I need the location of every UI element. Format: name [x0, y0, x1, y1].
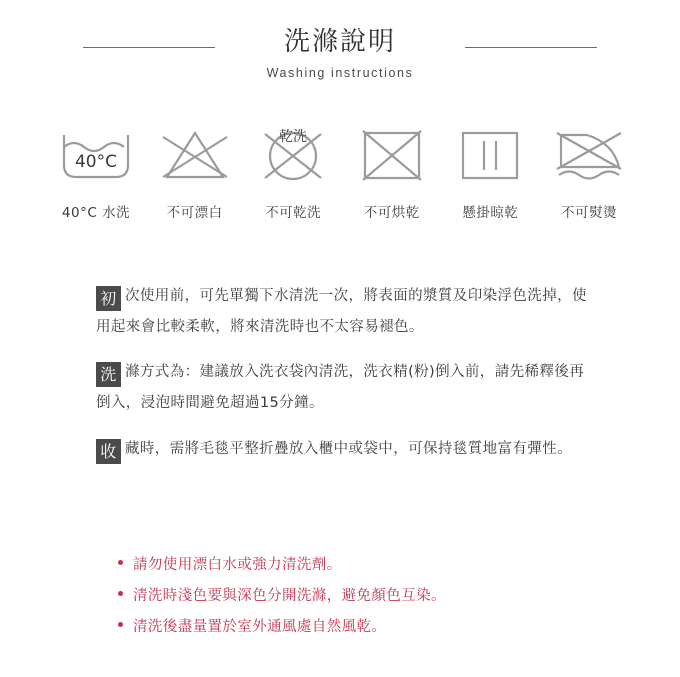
- do-not-dry-clean-icon: [247, 120, 339, 194]
- dry-clean-label: 乾洗: [279, 129, 308, 145]
- do-not-tumble-dry-icon: [346, 120, 438, 194]
- paragraph-text: 滌方式為：建議放入洗衣袋內清洗，洗衣精(粉)倒入前，請先稀釋後再倒入，浸泡時間避免超過15分鐘。: [96, 364, 585, 411]
- header-titles: [215, 26, 465, 80]
- care-symbol-caption: 不可熨燙: [560, 205, 617, 221]
- page-title: 洗滌說明: [283, 27, 396, 57]
- paragraph-lead-badge: 洗: [96, 362, 121, 387]
- note-text: 清洗時淺色要與深色分開洗滌，避免顏色互染。: [133, 588, 446, 604]
- list-item: [118, 612, 618, 643]
- line-dry-icon: [444, 120, 536, 194]
- care-symbol-caption: 不可烘乾: [363, 205, 420, 221]
- page-subtitle: Washing instructions: [266, 65, 414, 80]
- care-symbol-bleach: [149, 120, 241, 221]
- care-symbol-dryclean: [247, 120, 339, 221]
- wash-temp-label: 40°C: [74, 152, 118, 172]
- list-item: [118, 581, 618, 612]
- do-not-iron-icon: [543, 120, 635, 194]
- care-symbol-tumble-dry: [346, 120, 438, 221]
- warning-note-list: [118, 550, 618, 643]
- instruction-paragraph: [96, 434, 596, 465]
- do-not-bleach-icon: [149, 120, 241, 194]
- bullet-dot-icon: [118, 560, 123, 565]
- instruction-paragraph: [96, 357, 596, 419]
- care-symbol-caption: 40°C 水洗: [61, 205, 131, 221]
- care-symbol-row: [50, 120, 635, 221]
- note-text: 請勿使用漂白水或強力清洗劑。: [133, 557, 342, 573]
- wash-40c-icon: [50, 120, 142, 194]
- header-rule-left: [83, 47, 215, 48]
- care-symbol-caption: 懸掛晾乾: [462, 205, 519, 221]
- paragraph-lead-badge: 初: [96, 286, 121, 311]
- care-symbol-caption: 不可漂白: [166, 205, 223, 221]
- paragraph-text: 次使用前，可先單獨下水清洗一次，將表面的漿質及印染浮色洗掉，使用起來會比較柔軟，將來清洗時也不太容易褪色。: [96, 287, 587, 335]
- bullet-dot-icon: [118, 591, 123, 596]
- list-item: [118, 550, 618, 581]
- instruction-paragraph: [96, 281, 596, 343]
- instruction-paragraphs: [96, 266, 596, 467]
- page-header: [0, 26, 680, 80]
- paragraph-text: 藏時，需將毛毯平整折疊放入櫃中或袋中，可保持毯質地富有彈性。: [125, 440, 572, 457]
- care-symbol-iron: [543, 120, 635, 221]
- care-symbol-wash: [50, 120, 142, 221]
- header-rule-right: [465, 47, 597, 48]
- bullet-dot-icon: [118, 622, 123, 627]
- paragraph-lead-badge: 收: [96, 439, 121, 464]
- care-symbol-caption: 不可乾洗: [265, 205, 322, 221]
- note-text: 清洗後盡量置於室外通風處自然風乾。: [133, 619, 387, 635]
- care-symbol-line-dry: [444, 120, 536, 221]
